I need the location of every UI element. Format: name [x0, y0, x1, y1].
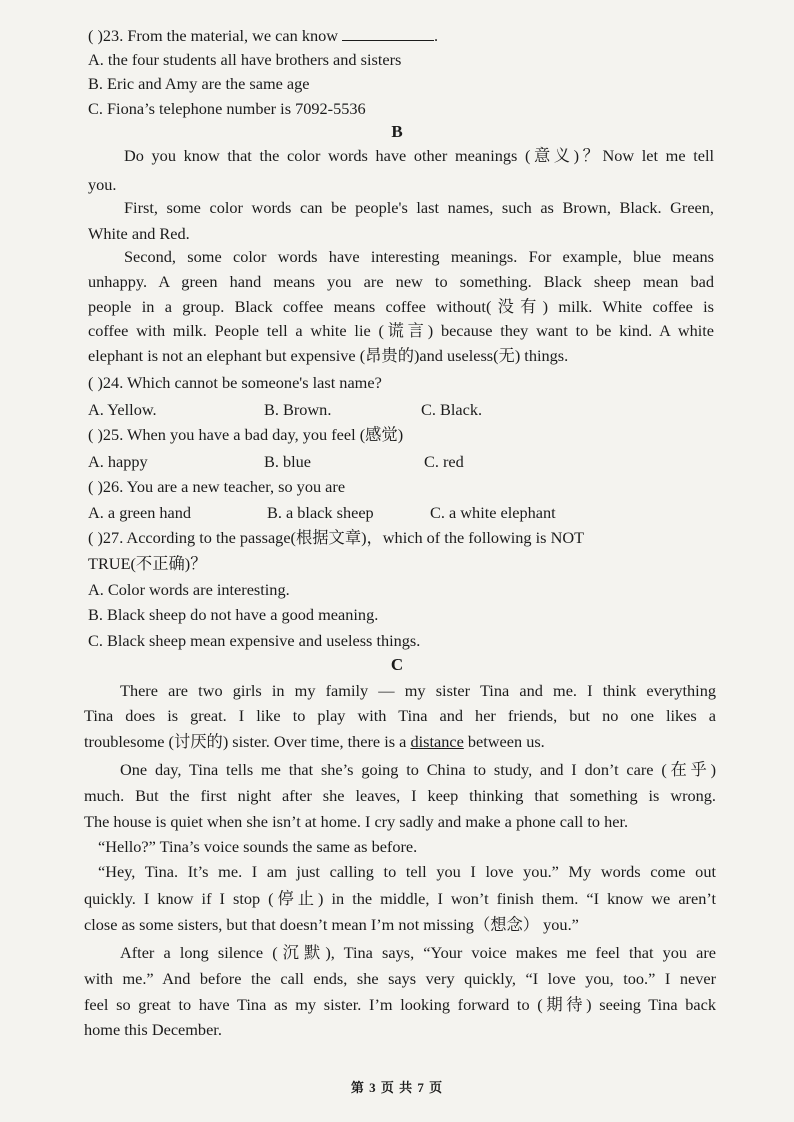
question-27-option-c: C. Black sheep mean expensive and useless things. [88, 631, 421, 650]
question-26-stem: ( )26. You are a new teacher, so you are [88, 477, 346, 496]
section-b-line: First, some color words can be people's last names, such as Brown, Black. Green, [124, 198, 714, 217]
section-b-line: Do you know that the color words have other meanings (意义)？Now let me tell [124, 146, 714, 165]
question-25-stem: ( )25. When you have a bad day, you feel (感觉) [88, 425, 404, 444]
question-23-option-c: C. Fiona’s telephone number is 7092-5536 [88, 99, 366, 118]
question-26-option-b: B. a black sheep [267, 503, 374, 522]
section-b-line: you. [88, 175, 117, 194]
question-24-stem: ( )24. Which cannot be someone's last name? [88, 373, 382, 392]
section-c-heading: C [390, 655, 404, 674]
section-b-line: coffee with milk. People tell a white lie (谎言) because they want to be kind. A white [88, 321, 714, 340]
section-c-line: The house is quiet when she isn’t at home. I cry sadly and make a phone call to her. [84, 812, 629, 831]
section-c-line: After a long silence (沉默), Tina says, “Your voice makes me feel that you are [120, 943, 716, 962]
section-b-line: White and Red. [88, 224, 190, 243]
question-26-option-c: C. a white elephant [430, 503, 556, 522]
question-27-stem-cont: TRUE(不正确)？ [88, 554, 207, 573]
question-23-stem [88, 26, 438, 46]
question-27-option-a: A. Color words are interesting. [88, 580, 290, 599]
section-c-line: One day, Tina tells me that she’s going to China to study, and I don’t care (在乎) [120, 760, 716, 779]
section-c-text: between us. [467, 732, 545, 751]
section-b-line: elephant is not an elephant but expensive (昂贵的)and useless(无) things. [88, 346, 569, 365]
question-25-option-b: B. blue [264, 452, 312, 471]
section-c-line: “Hello?” Tina’s voice sounds the same as before. [98, 837, 418, 856]
section-c-line: close as some sisters, but that doesn’t mean I’m not missing（想念） you.” [84, 915, 579, 934]
section-b-line: people in a group. Black coffee means coffee without(没有) milk. White coffee is [88, 297, 714, 316]
question-23-end: . [434, 26, 439, 45]
section-b-heading: B [391, 122, 403, 141]
question-25-option-a: A. happy [88, 452, 148, 471]
question-27-stem: ( )27. According to the passage(根据文章)，which of the following is NOT [88, 528, 585, 547]
section-c-line: There are two girls in my family — my sister Tina and me. I think everything [120, 681, 716, 700]
section-b-line: Second, some color words have interesting meanings. For example, blue means [124, 247, 714, 266]
section-c-line: Tina does is great. I like to play with Tina and her friends, but no one likes a [84, 706, 716, 725]
page-number-footer: 第 3 页 共 7 页 [350, 1080, 444, 1095]
question-25-option-c: C. red [424, 452, 464, 471]
question-27-option-b: B. Black sheep do not have a good meaning. [88, 605, 379, 624]
question-24-option-c: C. Black. [421, 400, 483, 419]
answer-blank [342, 26, 434, 41]
section-c-line: quickly. I know if I stop (停止) in the middle, I won’t finish them. “I know we aren’t [84, 889, 716, 908]
underlined-word: distance [410, 732, 464, 751]
section-c-line-distance [84, 732, 545, 752]
section-b-line: unhappy. A green hand means you are new to something. Black sheep mean bad [88, 272, 714, 291]
section-c-line: with me.” And before the call ends, she says very quickly, “I love you, too.” I never [84, 969, 716, 988]
question-23-option-a: A. the four students all have brothers and sisters [88, 50, 402, 69]
section-c-line: “Hey, Tina. It’s me. I am just calling to tell you I love you.” My words come out [98, 862, 716, 881]
question-23-option-b: B. Eric and Amy are the same age [88, 74, 310, 93]
section-c-line: much. But the first night after she leaves, I keep thinking that something is wrong. [84, 786, 716, 805]
section-c-text: troublesome (讨厌的) sister. Over time, there is a [84, 732, 407, 751]
section-c-line: home this December. [84, 1020, 222, 1039]
question-23-text: ( )23. From the material, we can know [88, 26, 339, 45]
question-24-option-a: A. Yellow. [88, 400, 157, 419]
question-26-option-a: A. a green hand [88, 503, 192, 522]
section-c-line: feel so great to have Tina as my sister. I’m looking forward to (期待) seeing Tina back [84, 995, 716, 1014]
question-24-option-b: B. Brown. [264, 400, 332, 419]
